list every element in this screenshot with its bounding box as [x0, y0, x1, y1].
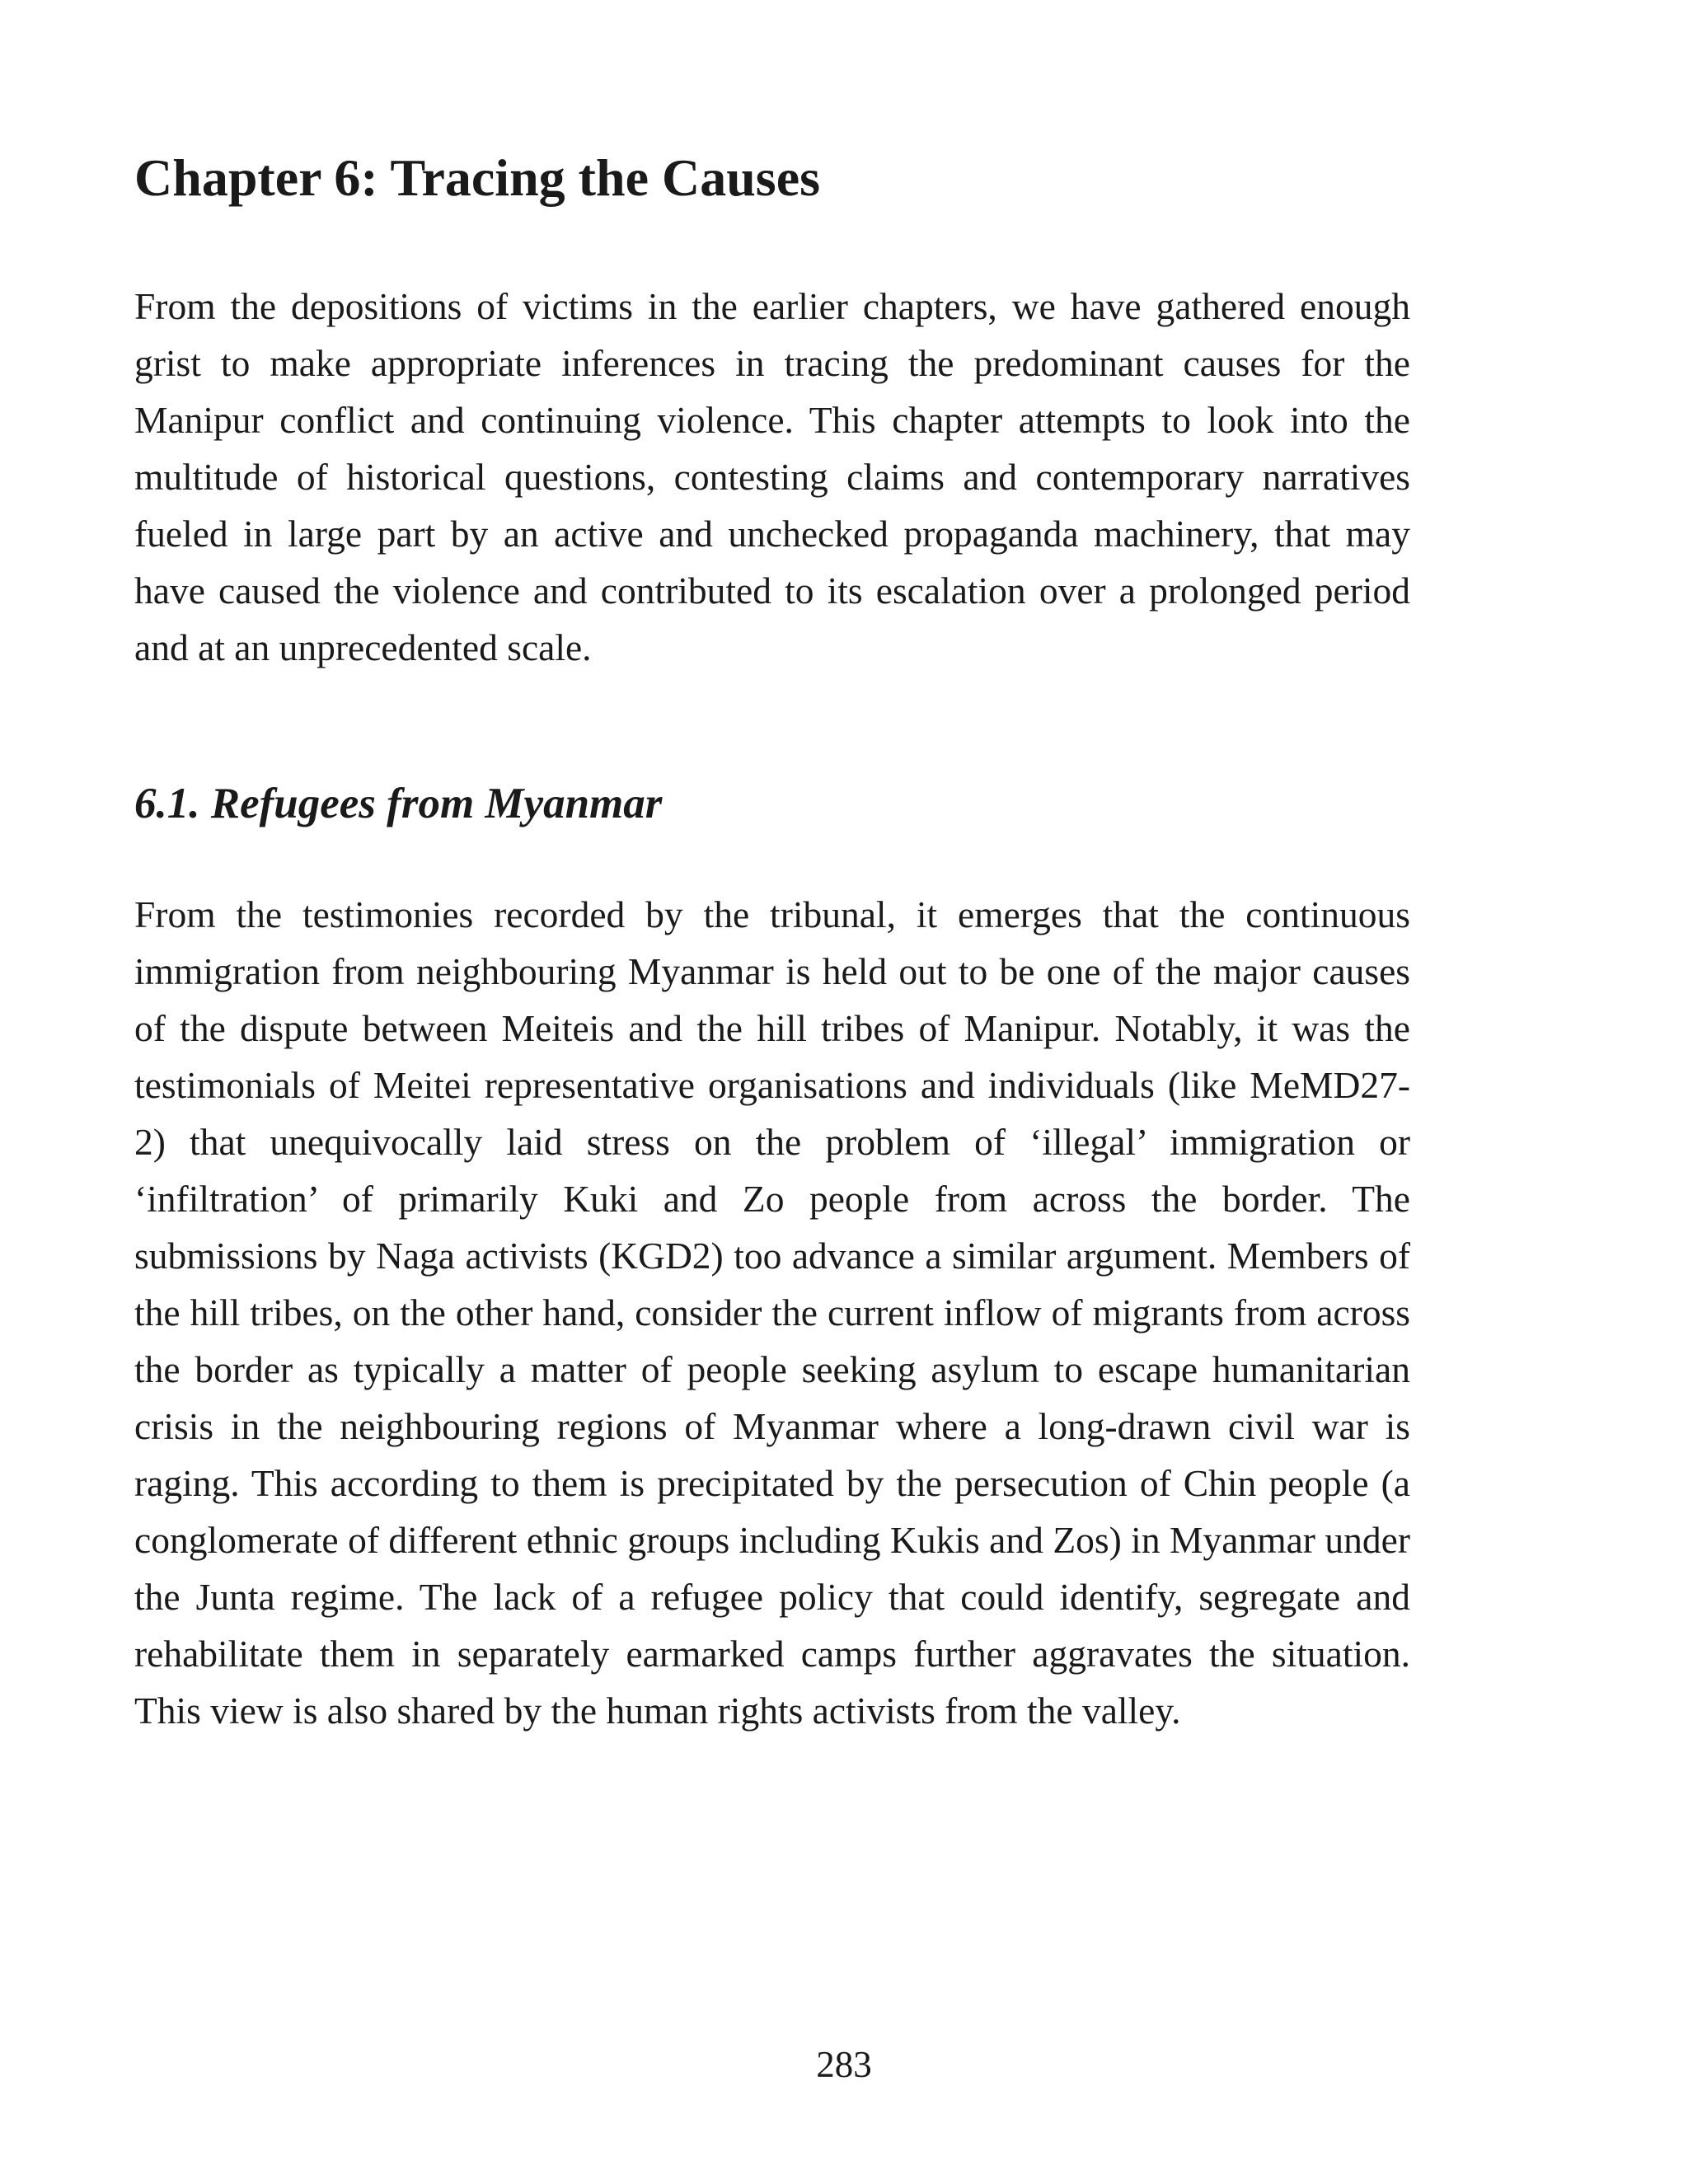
- chapter-intro-paragraph: From the depositions of victims in the earlier chapters, we have gathered enough grist to make appropriate inferences in tracing the predominant causes for the Manipur conflict and continuing violence. This chapter attempts to look into the multitude of historical questions, contesting claims and contemporary narratives fueled in large part by an active and unchecked propaganda machinery, that may have caused the violence and contributed to its escalation over a prolonged period and at an unprecedented scale.: [134, 285, 1410, 668]
- page-number: 283: [816, 2044, 872, 2085]
- section-heading: 6.1. Refugees from Myanmar: [134, 780, 663, 827]
- section-body-paragraph: From the testimonies recorded by the tribunal, it emerges that the continuous immigration from neighbouring Myanmar is held out to be one of the major causes of the dispute between Meiteis and the hill tribes of Manipur. Notably, it was the testimonials of Meitei representative organisations and individuals (like MeMD27-2) that unequivocally laid stress on the problem of ‘illegal’ immigration or ‘infiltration’ of primarily Kuki and Zo people from across the border. The submissions by Naga activists (KGD2) too advance a similar argument. Members of the hill tribes, on the other hand, consider the current inflow of migrants from across the border as typically a matter of people seeking asylum to escape humanitarian crisis in the neighbouring regions of Myanmar where a long-drawn civil war is raging. This according to them is precipitated by the persecution of Chin people (a conglomerate of different ethnic groups including Kukis and Zos) in Myanmar under the Junta regime. The lack of a refugee policy that could identify, segregate and rehabilitate them in separately earmarked camps further aggravates the situation. This view is also shared by the human rights activists from the valley.: [134, 893, 1410, 1732]
- chapter-title: Chapter 6: Tracing the Causes: [134, 148, 820, 207]
